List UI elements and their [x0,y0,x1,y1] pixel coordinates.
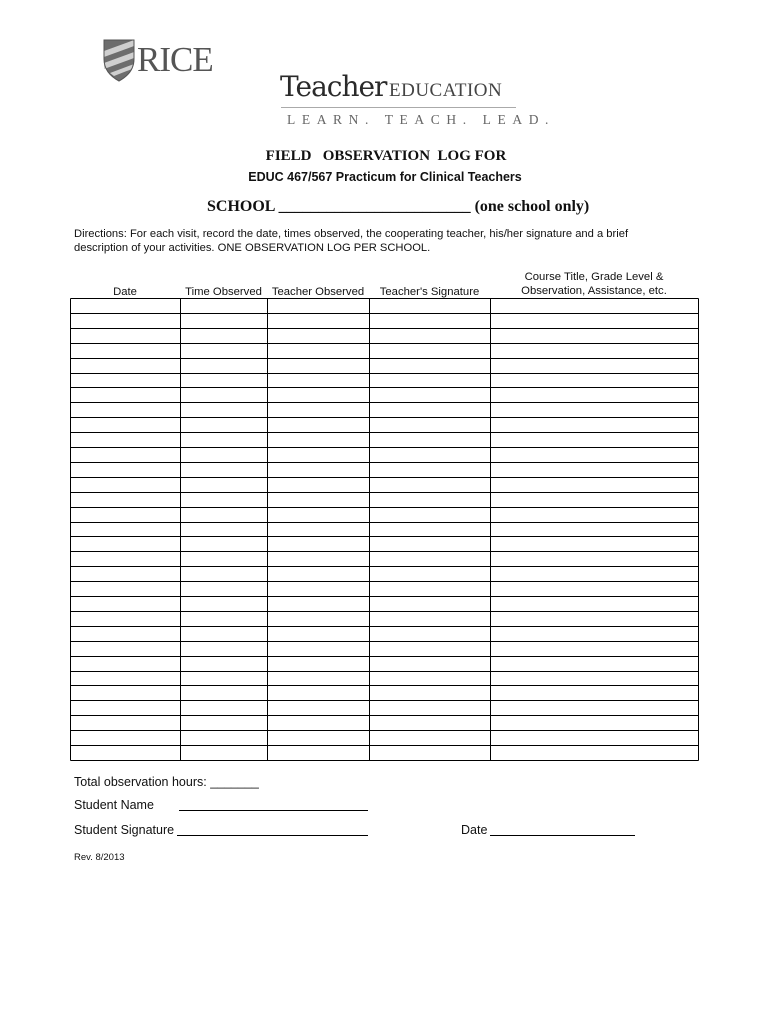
table-cell[interactable] [370,716,490,730]
student-name-label: Student Name [74,798,154,812]
table-cell[interactable] [181,552,267,566]
table-cell[interactable] [181,344,267,358]
table-cell[interactable] [71,374,180,388]
table-cell[interactable] [268,493,369,507]
table-cell[interactable] [491,657,698,671]
table-cell[interactable] [491,731,698,745]
table-cell[interactable] [181,299,267,313]
table-cell[interactable] [370,418,490,432]
table-cell[interactable] [71,329,180,343]
table-cell[interactable] [370,493,490,507]
table-cell[interactable] [181,314,267,328]
letterhead-divider [281,107,516,108]
table-cell[interactable] [181,463,267,477]
table-cell[interactable] [181,478,267,492]
table-cell[interactable] [268,523,369,537]
table-cell[interactable] [491,567,698,581]
table-cell[interactable] [268,612,369,626]
table-cell[interactable] [268,642,369,656]
table-cell[interactable] [268,716,369,730]
table-cell[interactable] [181,329,267,343]
table-cell[interactable] [370,686,490,700]
table-cell[interactable] [491,478,698,492]
column-header-course-title [490,270,698,298]
table-cell[interactable] [71,299,180,313]
table-cell[interactable] [268,672,369,686]
table-cell[interactable] [181,523,267,537]
table-cell[interactable] [71,612,180,626]
table-cell[interactable] [268,701,369,715]
table-cell[interactable] [181,374,267,388]
table-cell[interactable] [491,448,698,462]
table-cell[interactable] [71,388,180,402]
table-cell[interactable] [491,627,698,641]
table-cell[interactable] [268,344,369,358]
table-cell[interactable] [491,597,698,611]
form-title [0,146,770,166]
table-cell[interactable] [370,359,490,373]
table-cell[interactable] [370,642,490,656]
table-cell[interactable] [181,508,267,522]
table-cell[interactable] [268,731,369,745]
rice-shield-logo [102,37,136,82]
student-signature-line[interactable] [177,835,368,836]
table-cell[interactable] [491,552,698,566]
table-cell[interactable] [71,686,180,700]
table-cell[interactable] [268,374,369,388]
table-cell[interactable] [181,433,267,447]
table-cell[interactable] [370,523,490,537]
table-cell[interactable] [181,418,267,432]
table-cell[interactable] [181,716,267,730]
table-cell[interactable] [370,478,490,492]
table-cell[interactable] [268,418,369,432]
table-cell[interactable] [71,508,180,522]
table-cell[interactable] [491,686,698,700]
table-cell[interactable] [71,701,180,715]
table-cell[interactable] [491,314,698,328]
table-cell[interactable] [268,552,369,566]
table-cell[interactable] [71,433,180,447]
table-cell[interactable] [370,552,490,566]
table-cell[interactable] [268,597,369,611]
table-cell[interactable] [491,374,698,388]
observation-log-table[interactable] [70,298,699,761]
table-cell[interactable] [71,627,180,641]
table-cell[interactable] [491,746,698,760]
table-cell[interactable] [181,642,267,656]
table-cell[interactable] [370,672,490,686]
table-cell[interactable] [181,686,267,700]
table-cell[interactable] [370,627,490,641]
program-name-education: EDUCATION [389,80,503,101]
student-name-line[interactable] [179,810,368,811]
table-cell[interactable] [181,403,267,417]
table-cell[interactable] [370,463,490,477]
column-header-teacher-observed: Teacher Observed [271,286,365,298]
table-cell[interactable] [181,701,267,715]
table-cell[interactable] [370,567,490,581]
table-cell[interactable] [370,374,490,388]
table-cell[interactable] [491,344,698,358]
student-signature-label: Student Signature [74,823,175,837]
table-cell[interactable] [268,567,369,581]
column-header-course-title-line1: Course Title, Grade Level & [524,271,664,283]
table-cell[interactable] [370,433,490,447]
form-subtitle: EDUC 467/567 Practicum for Clinical Teachers [248,170,522,184]
date-line[interactable] [490,835,635,836]
table-cell[interactable] [491,716,698,730]
table-cell[interactable] [491,612,698,626]
table-cell[interactable] [370,537,490,551]
table-cell[interactable] [71,463,180,477]
table-cell[interactable] [181,567,267,581]
table-cell[interactable] [370,403,490,417]
table-cell[interactable] [491,493,698,507]
table-cell[interactable] [181,493,267,507]
form-title-text: FIELD OBSERVATION LOG FOR [265,148,507,164]
table-cell[interactable] [491,508,698,522]
column-header-teachers-signature: Teacher's Signature [379,286,480,298]
table-cell[interactable] [370,657,490,671]
table-cell[interactable] [71,552,180,566]
table-cell[interactable] [491,537,698,551]
table-cell[interactable] [370,612,490,626]
table-cell[interactable] [370,448,490,462]
table-cell[interactable] [71,746,180,760]
table-cell[interactable] [268,403,369,417]
table-cell[interactable] [268,314,369,328]
table-cell[interactable] [181,657,267,671]
table-cell[interactable] [268,433,369,447]
university-name: RICE [137,40,213,79]
tagline: LEARN. TEACH. LEAD. [287,112,556,127]
table-cell[interactable] [268,329,369,343]
table-cell[interactable] [370,731,490,745]
table-cell[interactable] [491,359,698,373]
table-cell[interactable] [268,582,369,596]
table-cell[interactable] [491,329,698,343]
table-cell[interactable] [491,299,698,313]
table-cell[interactable] [491,642,698,656]
date-label: Date [461,823,488,837]
table-cell[interactable] [71,314,180,328]
table-cell[interactable] [71,344,180,358]
table-cell[interactable] [268,746,369,760]
table-cell[interactable] [491,582,698,596]
directions-text: Directions: For each visit, record the date, times observed, the cooperating teacher, his/her signature and a brief description of your activities. ONE OBSERVATION LOG PER SCHOOL. [74,228,629,255]
table-cell[interactable] [491,388,698,402]
table-cell[interactable] [370,299,490,313]
table-cell[interactable] [71,537,180,551]
table-cell[interactable] [71,657,180,671]
table-cell[interactable] [268,299,369,313]
table-cell[interactable] [181,597,267,611]
total-hours-field[interactable]: Total observation hours: _______ [74,775,259,789]
table-cell[interactable] [268,478,369,492]
table-cell[interactable] [370,582,490,596]
table-cell[interactable] [71,523,180,537]
table-cell[interactable] [71,448,180,462]
table-cell[interactable] [268,508,369,522]
table-cell[interactable] [370,329,490,343]
table-cell[interactable] [71,359,180,373]
table-cell[interactable] [491,672,698,686]
table-cell[interactable] [181,388,267,402]
revision-note: Rev. 8/2013 [74,852,125,863]
program-name-teacher: Teacher [280,70,387,103]
table-cell[interactable] [71,567,180,581]
table-cell[interactable] [71,493,180,507]
table-cell[interactable] [181,448,267,462]
table-cell[interactable] [71,642,180,656]
column-header-time-observed: Time Observed [185,286,262,298]
table-cell[interactable] [268,537,369,551]
table-cell[interactable] [181,627,267,641]
table-cell[interactable] [71,478,180,492]
column-header-date: Date [113,286,137,298]
table-cell[interactable] [268,463,369,477]
table-cell[interactable] [370,701,490,715]
table-cell[interactable] [181,672,267,686]
table-cell[interactable] [268,627,369,641]
table-cell[interactable] [491,403,698,417]
table-cell[interactable] [71,731,180,745]
table-cell[interactable] [71,403,180,417]
table-cell[interactable] [181,612,267,626]
table-cell[interactable] [370,314,490,328]
table-cell[interactable] [491,433,698,447]
table-cell[interactable] [181,731,267,745]
table-cell[interactable] [71,672,180,686]
table-cell[interactable] [268,448,369,462]
table-cell[interactable] [268,686,369,700]
table-cell[interactable] [181,537,267,551]
table-cell[interactable] [370,344,490,358]
table-cell[interactable] [268,388,369,402]
table-cell[interactable] [71,597,180,611]
table-cell[interactable] [71,418,180,432]
table-cell[interactable] [370,746,490,760]
table-cell[interactable] [491,463,698,477]
school-field[interactable]: SCHOOL ________________________ (one school only) [207,198,590,215]
table-cell[interactable] [71,716,180,730]
table-cell[interactable] [181,359,267,373]
table-cell[interactable] [268,359,369,373]
table-cell[interactable] [370,508,490,522]
table-cell[interactable] [268,657,369,671]
table-cell[interactable] [370,388,490,402]
column-header-course-title-line2: Observation, Assistance, etc. [521,285,667,297]
table-cell[interactable] [491,418,698,432]
table-cell[interactable] [181,582,267,596]
table-cell[interactable] [370,597,490,611]
table-cell[interactable] [71,582,180,596]
table-cell[interactable] [491,701,698,715]
table-cell[interactable] [491,523,698,537]
table-cell[interactable] [181,746,267,760]
